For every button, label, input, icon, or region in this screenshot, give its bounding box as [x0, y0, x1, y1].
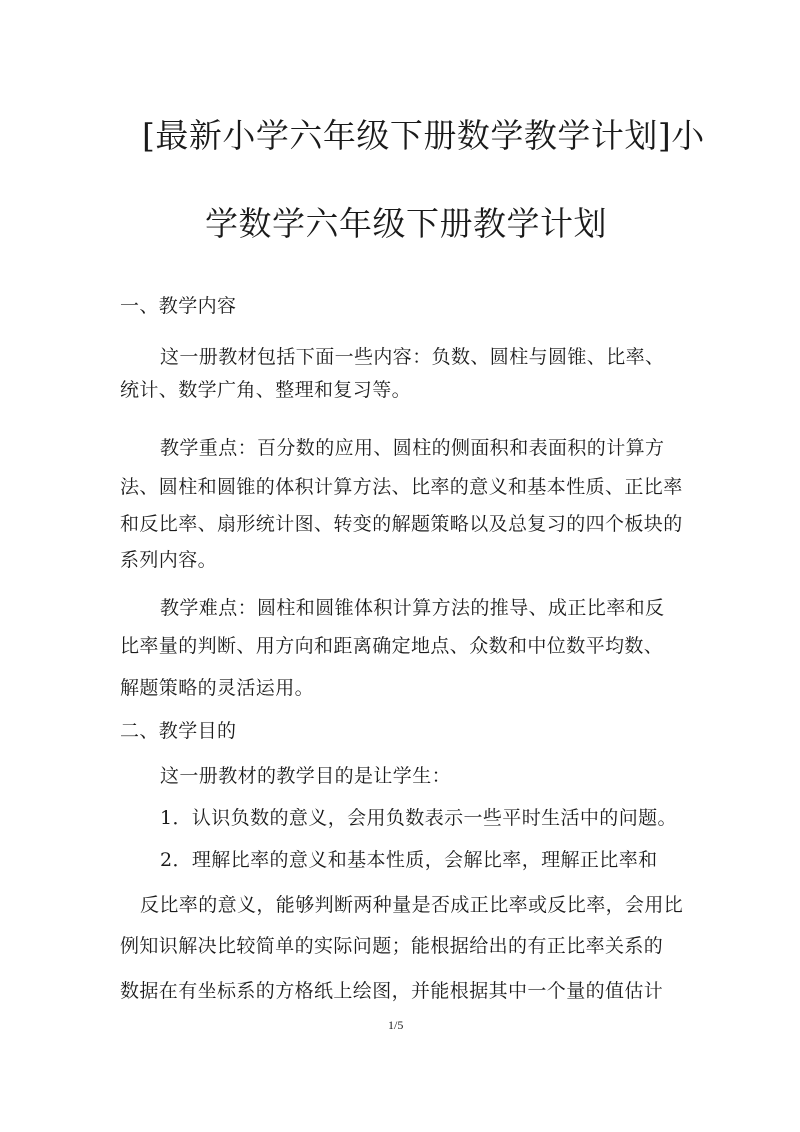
document-title-line-1: [最新小学六年级下册数学教学计划]小 — [142, 116, 705, 155]
paragraph-goal-intro: 这一册教材的教学目的是让学生： — [160, 765, 452, 787]
paragraph-key-points-line-1: 教学重点：百分数的应用、圆柱的侧面积和表面积的计算方 — [160, 437, 665, 459]
paragraph-key-points-line-3: 和反比率、扇形统计图、转变的解题策略以及总复习的四个板块的 — [120, 513, 683, 535]
paragraph-content-line-2: 统计、数学广角、整理和复习等。 — [120, 379, 412, 401]
section-heading-goals: 二、教学目的 — [120, 720, 237, 742]
goal-item-2-line-4: 数据在有坐标系的方格纸上绘图，并能根据其中一个量的值估计 — [120, 980, 664, 1002]
paragraph-difficulties-line-2: 比率量的判断、用方向和距离确定地点、众数和中位数平均数、 — [120, 635, 664, 657]
goal-item-2-line-1: 2．理解比率的意义和基本性质，会解比率，理解正比率和 — [160, 849, 658, 871]
section-heading-content: 一、教学内容 — [120, 295, 237, 317]
paragraph-content-line-1: 这一册教材包括下面一些内容：负数、圆柱与圆锥、比率、 — [160, 346, 665, 368]
paragraph-key-points-line-4: 系列内容。 — [120, 549, 218, 571]
page-number: 1/5 — [388, 1018, 404, 1032]
document-title-line-2: 学数学六年级下册教学计划 — [205, 204, 607, 243]
goal-item-1: 1．认识负数的意义，会用负数表示一些平时生活中的问题。 — [160, 807, 677, 829]
goal-item-2-line-2: 反比率的意义，能够判断两种量是否成正比率或反比率，会用比 — [140, 894, 684, 916]
paragraph-difficulties-line-1: 教学难点：圆柱和圆锥体积计算方法的推导、成正比率和反 — [160, 597, 665, 619]
paragraph-difficulties-line-3: 解题策略的灵活运用。 — [120, 677, 315, 699]
paragraph-key-points-line-2: 法、圆柱和圆锥的体积计算方法、比率的意义和基本性质、正比率 — [120, 476, 683, 498]
goal-item-2-line-3: 例知识解决比较简单的实际问题；能根据给出的有正比率关系的 — [120, 935, 664, 957]
